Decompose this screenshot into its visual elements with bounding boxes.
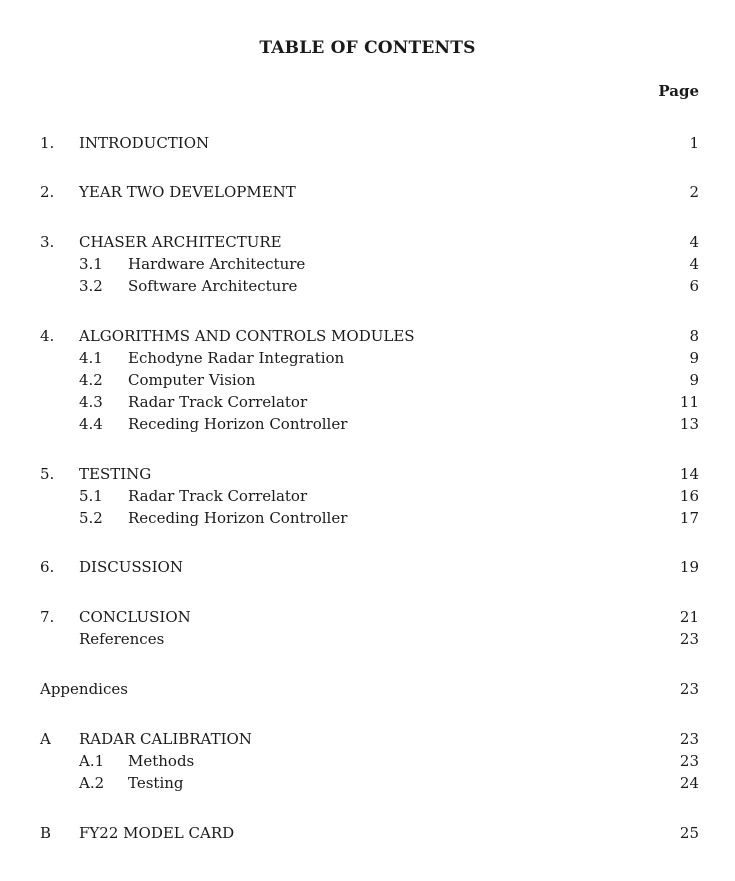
appendix-title: FY22 MODEL CARD	[79, 824, 235, 842]
chapter-title: TESTING	[79, 465, 152, 483]
toc-entry-chapter[interactable]	[0, 182, 735, 202]
page-number: 13	[679, 415, 699, 433]
chapter-number: 7.	[40, 608, 55, 626]
page-number: 23	[679, 630, 699, 648]
page-number: 11	[679, 393, 699, 411]
section-title: Computer Vision	[128, 371, 256, 389]
section-number: 5.2	[79, 509, 103, 527]
toc-entry-section[interactable]	[0, 414, 735, 434]
toc-entry-chapter[interactable]	[0, 326, 735, 346]
section-number: 3.2	[79, 277, 103, 295]
appendix-letter: B	[40, 824, 52, 842]
chapter-title: DISCUSSION	[79, 558, 183, 576]
toc-entry-chapter[interactable]	[0, 607, 735, 627]
references-title: References	[79, 630, 165, 648]
chapter-title: CHASER ARCHITECTURE	[79, 233, 282, 251]
page-number: 19	[679, 558, 699, 576]
toc-entry-section[interactable]	[0, 486, 735, 506]
toc-entry-chapter[interactable]	[0, 133, 735, 153]
section-number: 4.3	[79, 393, 103, 411]
chapter-number: 5.	[40, 465, 55, 483]
toc-entry-appendix[interactable]	[0, 729, 735, 749]
page-number: 25	[679, 824, 699, 842]
appendices-title: Appendices	[40, 680, 128, 698]
section-title: Receding Horizon Controller	[128, 509, 348, 527]
page-number: 4	[689, 255, 699, 273]
toc-entry-chapter[interactable]	[0, 232, 735, 252]
section-title: Echodyne Radar Integration	[128, 349, 345, 367]
toc-entry-references[interactable]	[0, 629, 735, 649]
chapter-number: 3.	[40, 233, 55, 251]
section-title: Methods	[128, 752, 195, 770]
section-number: 3.1	[79, 255, 103, 273]
appendix-letter: A	[40, 730, 51, 748]
section-title: Radar Track Correlator	[128, 393, 308, 411]
page-number: 4	[689, 233, 699, 251]
page-number: 9	[689, 349, 699, 367]
page-number: 16	[679, 487, 699, 505]
chapter-title: INTRODUCTION	[79, 134, 210, 152]
toc-entry-section[interactable]	[0, 392, 735, 412]
toc-entry-section[interactable]	[0, 276, 735, 296]
chapter-number: 2.	[40, 183, 55, 201]
section-title: Testing	[128, 774, 184, 792]
section-number: 4.1	[79, 349, 103, 367]
toc-entry-section[interactable]	[0, 254, 735, 274]
appendix-title: RADAR CALIBRATION	[79, 730, 252, 748]
page-number: 23	[679, 680, 699, 698]
page-title: TABLE OF CONTENTS	[259, 38, 476, 58]
section-number: 5.1	[79, 487, 103, 505]
toc-entry-section[interactable]	[0, 508, 735, 528]
section-number: A.2	[79, 774, 105, 792]
toc-entry-section[interactable]	[0, 348, 735, 368]
chapter-title: YEAR TWO DEVELOPMENT	[79, 183, 296, 201]
section-number: 4.2	[79, 371, 103, 389]
section-number: A.1	[79, 752, 105, 770]
chapter-number: 6.	[40, 558, 55, 576]
page-number: 21	[679, 608, 699, 626]
page-number: 14	[679, 465, 699, 483]
page-number: 24	[679, 774, 699, 792]
page-column-header: Page	[658, 82, 699, 100]
section-number: 4.4	[79, 415, 103, 433]
page-number: 6	[689, 277, 699, 295]
section-title: Software Architecture	[128, 277, 298, 295]
chapter-title: CONCLUSION	[79, 608, 191, 626]
chapter-number: 1.	[40, 134, 55, 152]
toc-entry-section[interactable]	[0, 773, 735, 793]
page-number: 8	[689, 327, 699, 345]
page-number: 23	[679, 752, 699, 770]
page-number: 1	[689, 134, 699, 152]
page-number: 9	[689, 371, 699, 389]
toc-entry-chapter[interactable]	[0, 557, 735, 577]
section-title: Hardware Architecture	[128, 255, 306, 273]
toc-entry-section[interactable]	[0, 370, 735, 390]
chapter-title: ALGORITHMS AND CONTROLS MODULES	[79, 327, 415, 345]
chapter-number: 4.	[40, 327, 55, 345]
toc-entry-section[interactable]	[0, 751, 735, 771]
page-number: 2	[689, 183, 699, 201]
page-number: 17	[679, 509, 699, 527]
toc-entry-appendices[interactable]	[0, 679, 735, 699]
section-title: Radar Track Correlator	[128, 487, 308, 505]
section-title: Receding Horizon Controller	[128, 415, 348, 433]
toc-entry-chapter[interactable]	[0, 464, 735, 484]
page-number: 23	[679, 730, 699, 748]
toc-entry-appendix[interactable]	[0, 823, 735, 843]
